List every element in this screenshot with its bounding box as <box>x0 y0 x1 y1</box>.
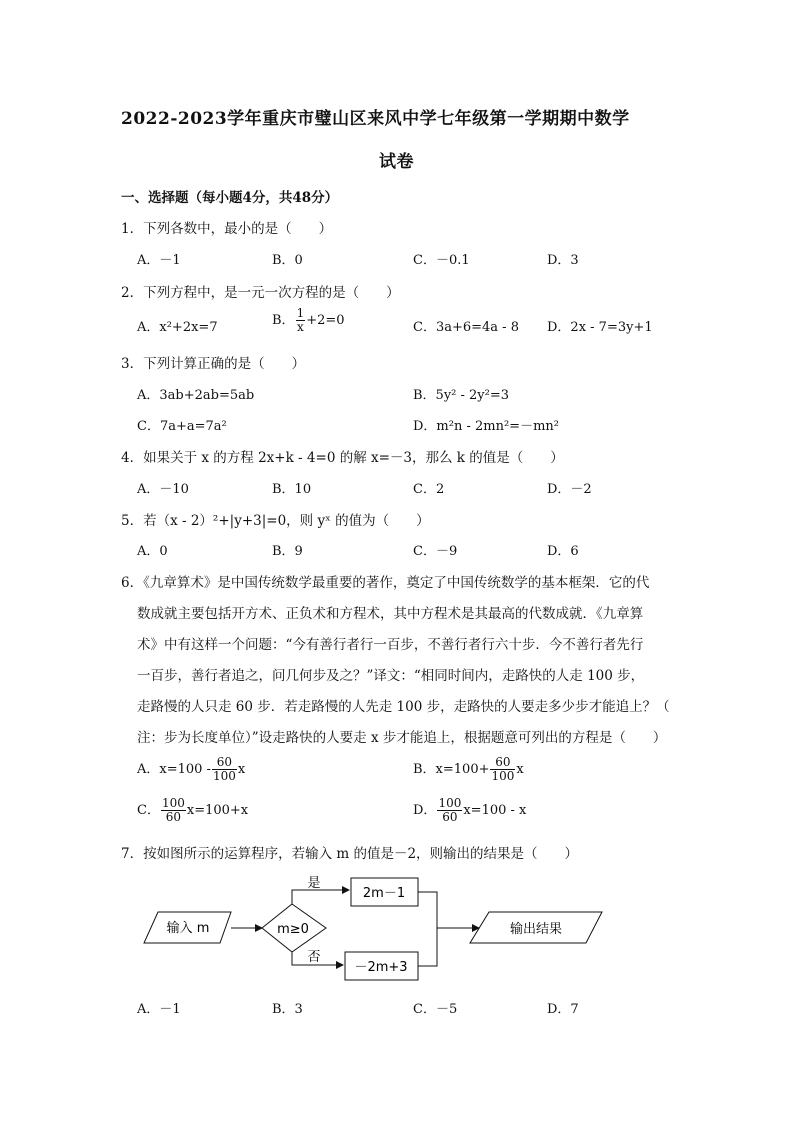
condition-label: m≥0 <box>277 922 309 937</box>
fraction-denominator: 60 <box>442 810 458 824</box>
q4-option-a: A．－10 <box>137 482 189 497</box>
merge-line <box>418 892 437 966</box>
fraction-denominator: 100 <box>212 769 236 783</box>
fraction-denominator: x <box>296 320 304 334</box>
q2-option-c: C．3a+6=4a - 8 <box>413 320 519 335</box>
q3-option-d: D．m²n - 2mn²=－mn² <box>413 419 559 434</box>
q5-option-a: A．0 <box>137 544 168 559</box>
q1-option-a: A．－1 <box>137 253 181 268</box>
q1-option-c: C．－0.1 <box>413 253 470 268</box>
q2-option-b-label: B． <box>272 313 295 328</box>
question-6-line-3: 术》中有这样一个问题：“今有善行者行一百步，不善行者行六十步．今不善行者先行 <box>137 637 644 653</box>
q6-option-b <box>413 756 524 783</box>
yes-branch-line <box>292 890 349 904</box>
q6-option-b-fraction <box>490 756 515 783</box>
q6-option-b-suffix: x <box>516 762 524 777</box>
no-operation-label: －2m+3 <box>354 960 408 975</box>
question-6-line-5: 走路慢的人只走 60 步．若走路慢的人先走 100 步，走路快的人要走多少步才能追上？（ <box>137 699 670 715</box>
question-5-stem: 5．若（x - 2）²+|y+3|=0，则 yˣ 的值为（ ） <box>121 513 430 529</box>
question-6-line-2: 数成就主要包括开方术、正负术和方程术，其中方程术是其最高的代数成就．《九章算 <box>137 606 644 622</box>
q1-option-d: D．3 <box>547 253 579 268</box>
q3-option-a: A．3ab+2ab=5ab <box>137 388 255 403</box>
q7-option-a: A．－1 <box>137 1002 181 1017</box>
yes-label: 是 <box>307 876 321 891</box>
page-title: 2022-2023学年重庆市璧山区来风中学七年级第一学期期中数学 <box>121 109 630 129</box>
q1-option-b: B．0 <box>272 253 303 268</box>
q5-option-d: D．6 <box>547 544 579 559</box>
q3-option-c: C．7a+a=7a² <box>137 419 227 434</box>
q7-option-d: D．7 <box>547 1002 579 1017</box>
fraction-numerator: 60 <box>212 756 237 770</box>
q6-option-d-fraction <box>437 797 462 824</box>
question-6-line-6: 注：步为长度单位）”设走路快的人要走 x 步才能追上，根据题意可列出的方程是（ ） <box>137 730 667 746</box>
section-heading: 一、选择题（每小题4分，共48分） <box>121 190 339 206</box>
q4-option-c: C．2 <box>413 482 445 497</box>
q6-option-a-fraction <box>212 756 237 783</box>
q7-option-b: B．3 <box>272 1002 303 1017</box>
output-label: 输出结果 <box>509 922 563 937</box>
question-3-stem: 3．下列计算正确的是（ ） <box>121 356 306 372</box>
q3-option-b: B．5y² - 2y²=3 <box>413 388 510 403</box>
q6-option-c-suffix: x=100+x <box>186 803 249 818</box>
q6-option-a-prefix: A．x=100 - <box>137 762 211 777</box>
q2-option-a: A．x²+2x=7 <box>137 320 218 335</box>
q6-option-c-fraction <box>161 797 186 824</box>
fraction-numerator: 1 <box>296 306 305 320</box>
input-label: 输入 m <box>166 921 210 936</box>
no-label: 否 <box>307 950 321 965</box>
question-4-stem: 4．如果关于 x 的方程 2x+k - 4=0 的解 x=－3，那么 k 的值是（ ） <box>121 450 564 466</box>
q5-option-c: C．－9 <box>413 544 458 559</box>
q6-option-d-suffix: x=100 - x <box>463 803 527 818</box>
page-title-continued: 试卷 <box>379 152 414 172</box>
q6-option-d <box>413 797 526 824</box>
flowchart-diagram <box>0 865 794 995</box>
q6-option-a-suffix: x <box>237 762 246 777</box>
fraction-numerator: 100 <box>438 796 462 810</box>
q4-option-d: D．－2 <box>547 482 592 497</box>
fraction-numerator: 60 <box>490 756 515 770</box>
q4-option-b: B．10 <box>272 482 312 497</box>
q6-option-c <box>137 797 248 824</box>
q2-option-b <box>272 307 345 334</box>
question-1-stem: 1．下列各数中，最小的是（ ） <box>121 221 333 237</box>
q7-option-c: C．－5 <box>413 1002 458 1017</box>
q2-option-b-rest: +2=0 <box>306 313 345 328</box>
fraction-numerator: 100 <box>161 796 185 810</box>
q6-option-d-prefix: D． <box>413 803 437 818</box>
question-6-line-4: 一百步，善行者追之，问几何步及之？”译文：“相同时间内，走路快的人走 100 步， <box>137 668 645 684</box>
fraction-denominator: 100 <box>491 769 515 783</box>
q2-option-d: D．2x - 7=3y+1 <box>547 320 653 335</box>
q6-option-c-prefix: C． <box>137 803 160 818</box>
q2-option-b-fraction <box>296 307 306 334</box>
question-2-stem: 2．下列方程中，是一元一次方程的是（ ） <box>121 285 400 301</box>
q5-option-b: B．9 <box>272 544 303 559</box>
question-6-line-1: 6．《九章算术》是中国传统数学最重要的著作，奠定了中国传统数学的基本框架．它的代 <box>121 575 650 591</box>
q6-option-a <box>137 756 245 783</box>
fraction-denominator: 60 <box>165 810 182 824</box>
yes-operation-label: 2m－1 <box>362 886 406 901</box>
question-7-stem: 7．按如图所示的运算程序，若输入 m 的值是－2，则输出的结果是（ ） <box>121 846 579 862</box>
q6-option-b-prefix: B．x=100+ <box>413 762 490 777</box>
